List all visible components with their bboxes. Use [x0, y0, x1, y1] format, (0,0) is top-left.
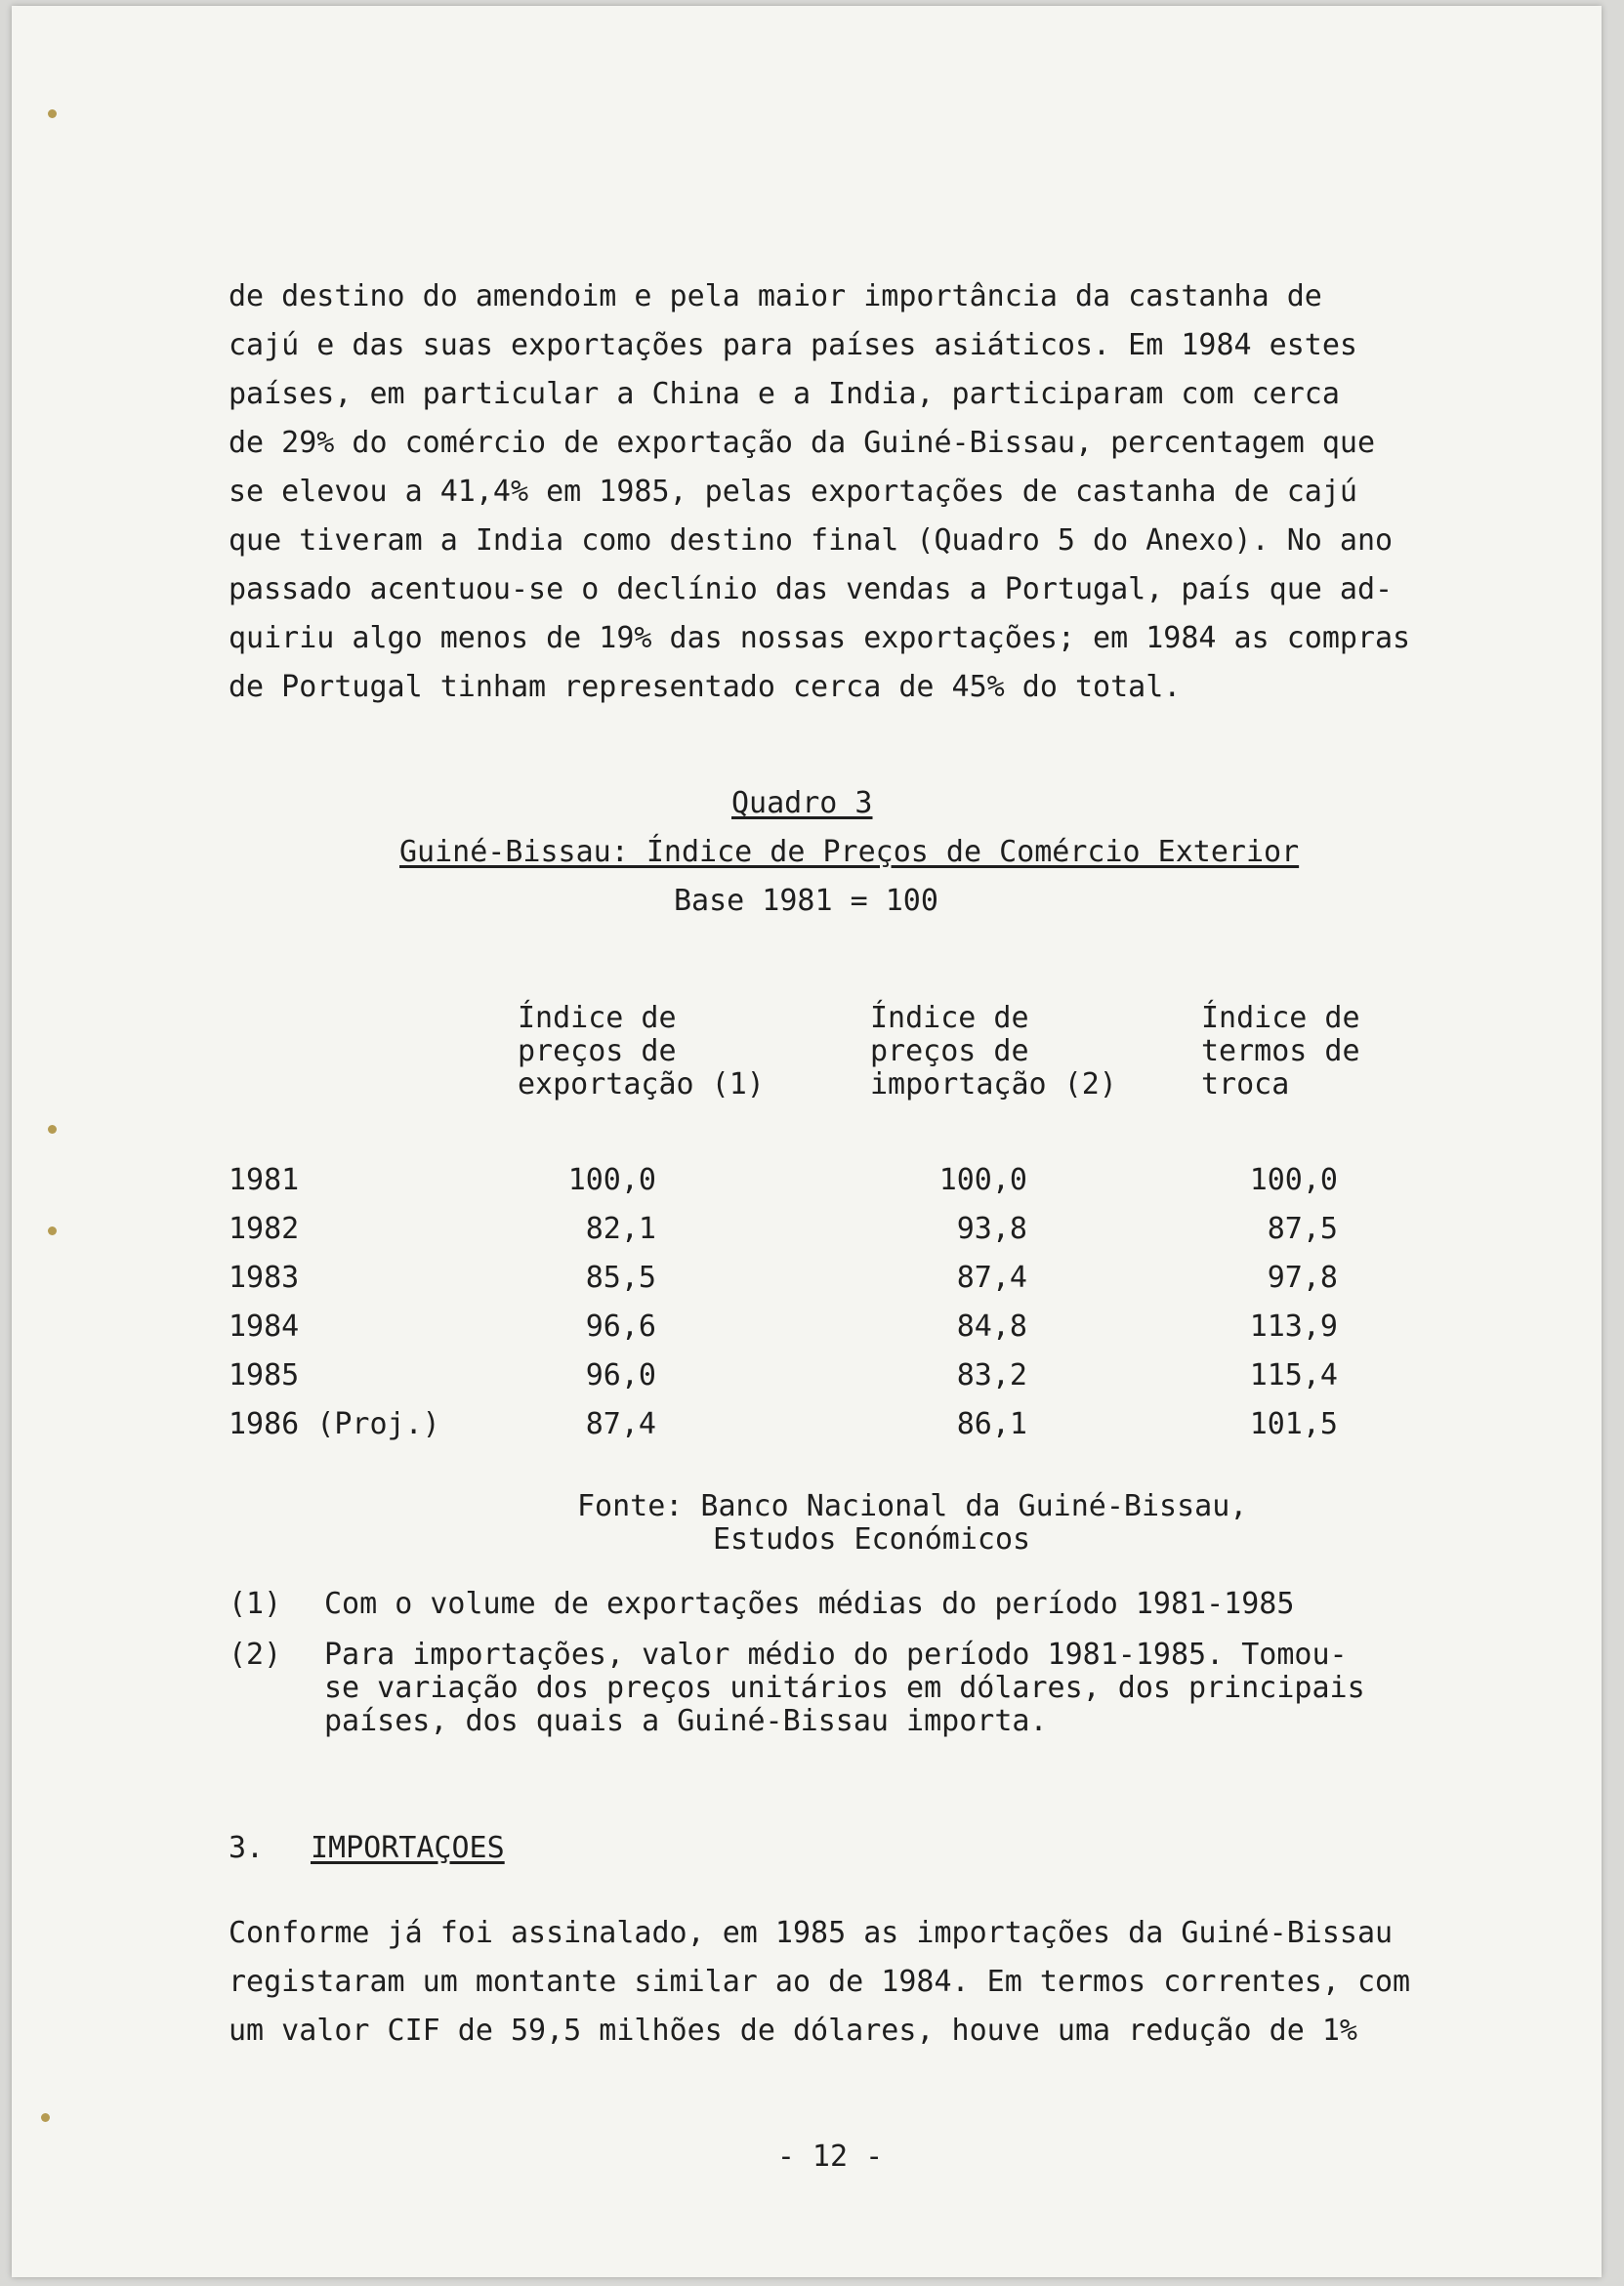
export-index-cell: 96,6 — [585, 1309, 656, 1344]
year-cell: 1985 — [229, 1358, 300, 1392]
paragraph-line: de Portugal tinham representado cerca de 45% do total. — [229, 670, 1182, 704]
footnote-text: se variação dos preços unitários em dólares, dos principais — [324, 1671, 1365, 1705]
paragraph-line: Conforme já foi assinalado, em 1985 as importações da Guiné-Bissau — [229, 1916, 1394, 1950]
binder-hole-mark — [41, 2113, 50, 2122]
footnote-text: Com o volume de exportações médias do período 1981-1985 — [324, 1587, 1295, 1621]
terms-of-trade-cell: 101,5 — [1249, 1407, 1338, 1441]
import-index-cell: 86,1 — [956, 1407, 1027, 1441]
column-header-line: troca — [1201, 1067, 1290, 1101]
paragraph-line: passado acentuou-se o declínio das vendas a Portugal, país que ad- — [229, 572, 1394, 606]
paragraph-line: quiriu algo menos de 19% das nossas exportações; em 1984 as compras — [229, 621, 1411, 655]
year-cell: 1982 — [229, 1212, 300, 1246]
paragraph-line: de destino do amendoim e pela maior importância da castanha de — [229, 279, 1322, 313]
import-index-cell: 87,4 — [956, 1261, 1027, 1295]
footnote-text: países, dos quais a Guiné-Bissau importa. — [324, 1704, 1048, 1738]
paragraph-line: se elevou a 41,4% em 1985, pelas exportações de castanha de cajú — [229, 475, 1357, 509]
footnote-number: (1) — [229, 1587, 282, 1621]
terms-of-trade-cell: 115,4 — [1249, 1358, 1338, 1392]
export-index-cell: 85,5 — [585, 1261, 656, 1295]
import-index-cell: 93,8 — [956, 1212, 1027, 1246]
column-header-line: Índice de — [518, 1001, 677, 1035]
year-cell: 1983 — [229, 1261, 300, 1295]
footnote-number: (2) — [229, 1638, 282, 1672]
column-header-line: importação (2) — [870, 1067, 1117, 1101]
import-index-cell: 83,2 — [956, 1358, 1027, 1392]
paragraph-line: países, em particular a China e a India, participaram com cerca — [229, 377, 1340, 411]
paragraph-line: registaram um montante similar ao de 1984. Em termos correntes, com — [229, 1965, 1411, 1999]
year-cell: 1981 — [229, 1163, 300, 1197]
column-header-line: Índice de — [870, 1001, 1029, 1035]
binder-hole-mark — [48, 1226, 57, 1235]
column-header-line: preços de — [518, 1034, 677, 1068]
binder-hole-mark — [48, 1125, 57, 1134]
section-title: IMPORTAÇOES — [311, 1831, 505, 1865]
column-header-line: Índice de — [1201, 1001, 1360, 1035]
table-label: Quadro 3 — [731, 786, 873, 820]
terms-of-trade-cell: 87,5 — [1267, 1212, 1338, 1246]
paragraph-line: de 29% do comércio de exportação da Guiné-Bissau, percentagem que — [229, 426, 1375, 460]
column-header-line: termos de — [1201, 1034, 1360, 1068]
column-header-line: preços de — [870, 1034, 1029, 1068]
export-index-cell: 87,4 — [585, 1407, 656, 1441]
paragraph-line: cajú e das suas exportações para países asiáticos. Em 1984 estes — [229, 328, 1357, 362]
import-index-cell: 84,8 — [956, 1309, 1027, 1344]
terms-of-trade-cell: 113,9 — [1249, 1309, 1338, 1344]
section-number: 3. — [229, 1831, 265, 1865]
table-source: Estudos Económicos — [713, 1522, 1031, 1557]
column-header-line: exportação (1) — [518, 1067, 765, 1101]
export-index-cell: 100,0 — [567, 1163, 656, 1197]
table-title: Guiné-Bissau: Índice de Preços de Comércio Exterior — [399, 835, 1300, 869]
table-source: Fonte: Banco Nacional da Guiné-Bissau, — [577, 1489, 1248, 1523]
page-number: - 12 - — [776, 2140, 884, 2174]
year-cell: 1986 (Proj.) — [229, 1407, 440, 1441]
import-index-cell: 100,0 — [938, 1163, 1027, 1197]
paragraph-line: que tiveram a India como destino final (Quadro 5 do Anexo). No ano — [229, 523, 1394, 558]
year-cell: 1984 — [229, 1309, 300, 1344]
terms-of-trade-cell: 97,8 — [1267, 1261, 1338, 1295]
footnote-text: Para importações, valor médio do período 1981-1985. Tomou- — [324, 1638, 1348, 1672]
table-base: Base 1981 = 100 — [674, 884, 938, 918]
binder-hole-mark — [48, 109, 57, 118]
terms-of-trade-cell: 100,0 — [1249, 1163, 1338, 1197]
export-index-cell: 96,0 — [585, 1358, 656, 1392]
export-index-cell: 82,1 — [585, 1212, 656, 1246]
paragraph-line: um valor CIF de 59,5 milhões de dólares, houve uma redução de 1% — [229, 2014, 1357, 2048]
